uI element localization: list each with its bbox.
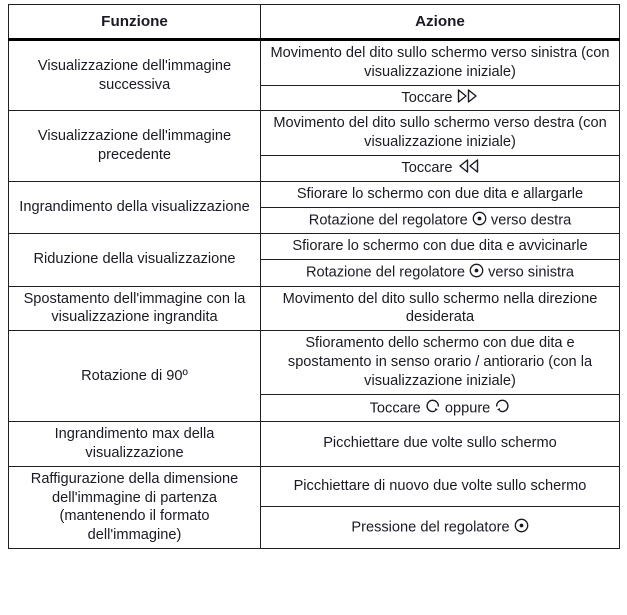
- action-text: Rotazione del regolatore: [305, 264, 470, 281]
- action-cell: [261, 111, 620, 156]
- action-text: Sfioramento dello schermo con due dita e spostamento in senso orario / antiorario (con la visualizzazione iniziale): [287, 335, 593, 389]
- action-cell: [261, 85, 620, 111]
- function-cell: Riduzione della visualizzazione: [9, 234, 261, 286]
- action-cell: [261, 40, 620, 86]
- column-header-action: Azione: [261, 5, 620, 40]
- table-body: [9, 40, 620, 549]
- action-text: Movimento del dito sullo schermo verso destra (con visualizzazione iniziale): [273, 115, 607, 151]
- function-cell: Visualizzazione dell'immagine successiva: [9, 40, 261, 111]
- table-row: [9, 331, 620, 394]
- table-header-row: [9, 5, 620, 40]
- action-cell: [261, 394, 620, 422]
- action-cell: [261, 181, 620, 207]
- function-cell: Spostamento dell'immagine con la visualizzazione ingrandita: [9, 286, 261, 331]
- table-row: [9, 234, 620, 260]
- action-text: Sfiorare lo schermo con due dita e avvicinarle: [292, 238, 588, 255]
- action-text: Rotazione del regolatore: [308, 212, 472, 229]
- double-right-triangle-icon: [457, 89, 479, 103]
- table-row: [9, 286, 620, 331]
- table-row: [9, 466, 620, 507]
- table-row: [9, 111, 620, 156]
- rotary-knob-icon: [469, 263, 484, 278]
- gesture-reference-table: [8, 4, 620, 549]
- action-cell: [261, 331, 620, 394]
- action-cell: [261, 207, 620, 234]
- table-row: [9, 181, 620, 207]
- function-cell: Ingrandimento max della visualizzazione: [9, 422, 261, 467]
- action-cell: [261, 507, 620, 549]
- action-text: verso destra: [486, 212, 572, 229]
- action-text: Toccare: [369, 400, 425, 417]
- table-header: [9, 5, 620, 40]
- action-cell: [261, 286, 620, 331]
- function-cell: Rotazione di 90º: [9, 331, 261, 422]
- action-text: oppure: [440, 400, 495, 417]
- rotate-clockwise-icon: [425, 398, 441, 414]
- table-row: [9, 40, 620, 86]
- rotary-knob-icon: [514, 518, 529, 533]
- action-text: Picchiettare di nuovo due volte sullo schermo: [293, 478, 587, 495]
- column-header-function: Funzione: [9, 5, 261, 40]
- rotary-knob-icon: [472, 211, 487, 226]
- action-text: Pressione del regolatore: [351, 519, 514, 536]
- action-cell: [261, 260, 620, 287]
- action-text: verso sinistra: [484, 264, 575, 281]
- function-cell: Visualizzazione dell'immagine precedente: [9, 111, 261, 181]
- action-cell: [261, 466, 620, 507]
- rotate-counterclockwise-icon: [494, 398, 510, 414]
- double-left-triangle-icon: [457, 159, 479, 173]
- action-cell: [261, 156, 620, 182]
- function-cell: Ingrandimento della visualizzazione: [9, 181, 261, 233]
- action-cell: [261, 422, 620, 467]
- action-text: Sfiorare lo schermo con due dita e allargarle: [296, 185, 584, 202]
- table-row: [9, 422, 620, 467]
- action-text: Movimento del dito sullo schermo verso sinistra (con visualizzazione iniziale): [270, 45, 610, 80]
- action-text: Toccare: [401, 89, 457, 106]
- function-cell: Raffigurazione della dimensione dell'immagine di partenza (mantenendo il formato dell'immagine): [9, 466, 261, 548]
- action-text: Picchiettare due volte sullo schermo: [323, 435, 557, 452]
- action-text: Movimento del dito sullo schermo nella direzione desiderata: [282, 290, 598, 326]
- action-cell: [261, 234, 620, 260]
- action-text: Toccare: [401, 160, 457, 177]
